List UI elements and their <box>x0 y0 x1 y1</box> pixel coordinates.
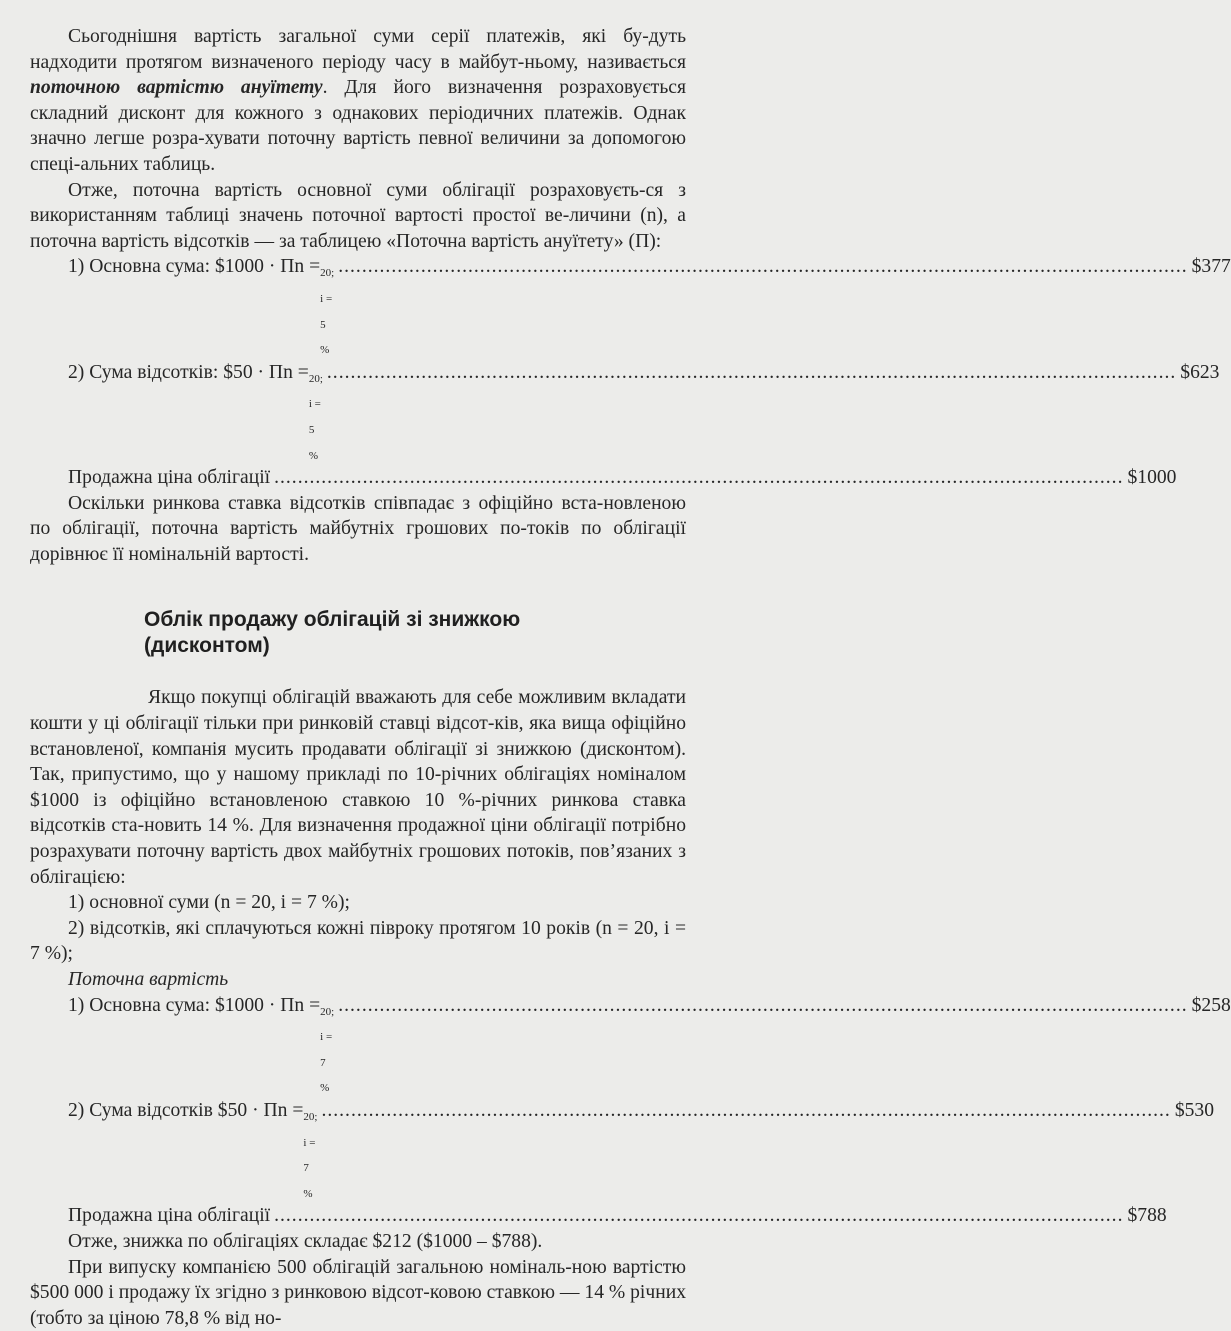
list-item-principal: 1) основної суми (n = 20, i = 7 %); <box>68 892 350 914</box>
calc2-interest-value: $530 <box>1174 1099 1215 1121</box>
intro-text-post: . Для його визначення розраховується складний дисконт для кожного з однакових періодичних платежів. Однак значно легше розра-хувати поточну вартість певної величини за допомогою спеці-альних таблиць. <box>30 77 686 175</box>
discount-summary-line: Отже, знижка по облігаціях складає $212 ($1000 – $788). <box>68 1230 543 1252</box>
calc2-row-price <box>30 1203 1167 1229</box>
calc1-row-interest <box>30 360 1220 465</box>
market-rate-paragraph: Оскільки ринкова ставка відсотків співпадає з офіційно вста-новленою по облігації, поточна вартість майбутніх грошових по-токів по облігації дорівнює її номінальній вартості. <box>30 492 686 565</box>
dot-leader: ................................................................................................................................................ <box>338 994 1188 1016</box>
calc2-principal-label: 1) Основна сума: $1000 · Пn = <box>68 994 321 1016</box>
intro-text-pre: Сьогоднішня вартість загальної суми серії платежів, які бу-дуть надходити протягом визначеного періоду часу в майбут-ньому, називається <box>30 26 686 73</box>
calc1-principal-value: $377 <box>1191 256 1231 278</box>
calc1-principal-label: 1) Основна сума: $1000 · Пn = <box>68 256 321 278</box>
dot-leader: ................................................................................................................................................ <box>274 1205 1124 1227</box>
calc1-principal-subscript: 20; i = 5 % <box>320 267 335 357</box>
calc2-row-interest <box>30 1098 1215 1203</box>
calc2-price-label: Продажна ціна облігації <box>68 1205 271 1227</box>
discount-sale-paragraph: Якщо покупці облігацій вважають для себе можливим вкладати кошти у ці облігації тільки при ринковій ставці відсот-ків, яка вища офіційно встановленої, компанія мусить продавати облігації зі знижкою (дисконтом). Так, припустимо, що у нашому прикладі по 10-річних облігаціях номіналом $1000 із офіційно встановленою ставкою 10 %-річних ринкова ставка відсотків ста-новить 14 %. Для визначення продажної ціни облігації потрібно розрахувати поточну вартість двох майбутніх грошових потоків, пов’язаних з облігацією: <box>30 687 686 888</box>
annuity-term: поточною вартістю ануїтету <box>30 77 323 99</box>
intro-paragraph <box>30 24 686 178</box>
dot-leader: ................................................................................................................................................ <box>338 256 1188 278</box>
present-value-paragraph: Отже, поточна вартість основної суми облігації розраховуєть-ся з використанням таблиці значень поточної вартості простої ве-личини (n), а поточна вартість відсотків — за таблицею «Поточна вартість ануїтету» (П): <box>30 179 686 252</box>
calc1-row-principal <box>30 254 1231 359</box>
section-heading <box>30 607 686 659</box>
calc1-interest-value: $623 <box>1180 361 1220 383</box>
calc2-row-principal <box>30 993 1231 1098</box>
calc2-interest-subscript: 20; i = 7 % <box>303 1110 318 1200</box>
calc2-interest-label: 2) Сума відсотків $50 · Пn = <box>68 1099 304 1121</box>
calc2-principal-value: $258 <box>1191 994 1231 1016</box>
dot-leader: ................................................................................................................................................ <box>274 467 1124 489</box>
section-heading-line2: (дисконтом) <box>144 634 270 658</box>
calc1-row-price <box>30 465 1177 491</box>
dot-leader: ................................................................................................................................................ <box>321 1099 1171 1121</box>
calc1-interest-subscript: 20; i = 5 % <box>308 372 323 462</box>
present-value-label: Поточна вартість <box>68 969 229 990</box>
calc1-price-label: Продажна ціна облігації <box>68 467 271 489</box>
calc2-principal-subscript: 20; i = 7 % <box>320 1005 335 1095</box>
calc1-interest-label: 2) Сума відсотків: $50 · Пn = <box>68 361 309 383</box>
calc1-price-value: $1000 <box>1127 467 1177 489</box>
list-item-interest: 2) відсотків, які сплачуються кожні півроку протягом 10 років (n = 20, i = 7 %); <box>30 917 686 965</box>
issue-paragraph: При випуску компанією 500 облігацій загальною номіналь-ною вартістю $500 000 і продажу їх згідно з ринковою відсот-ковою ставкою — 14 % річних (тобто за ціною 78,8 % від но- <box>30 1256 686 1329</box>
section-heading-line1: Облік продажу облігацій зі знижкою <box>144 608 521 632</box>
calc2-price-value: $788 <box>1127 1205 1167 1227</box>
dot-leader: ................................................................................................................................................ <box>326 361 1177 383</box>
